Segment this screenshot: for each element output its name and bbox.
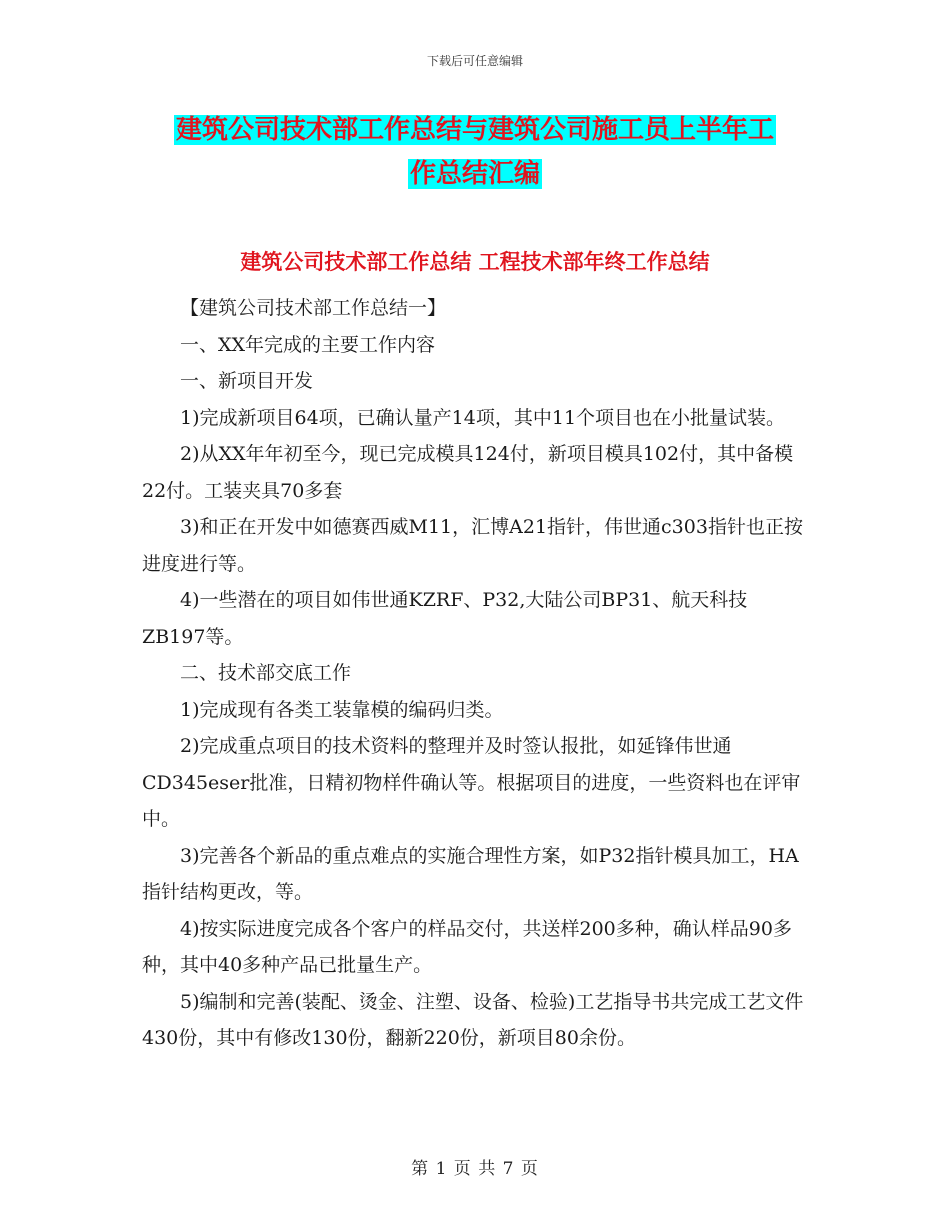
paragraph: 二、技术部交底工作 — [180, 662, 352, 684]
document-title-line-2-text: 作总结汇编 — [409, 159, 540, 189]
paragraph: 1)完成新项目64项，已确认量产14项，其中11个项目也在小批量试装。 — [180, 406, 786, 429]
paragraph: 3)和正在开发中如德赛西威M11，汇博A21指针，伟世通c303指针也正按进度进行等。 — [142, 516, 803, 575]
paragraph: 3)完善各个新品的重点难点的实施合理性方案，如P32指针模具加工，HA指针结构更改，等。 — [142, 844, 799, 903]
section-subtitle: 建筑公司技术部工作总结 工程技术部年终工作总结 — [240, 250, 710, 274]
page-number: 第 1 页 共 7 页 — [411, 1159, 539, 1179]
paragraph: 一、新项目开发 — [180, 370, 314, 392]
paragraph: 4)一些潜在的项目如伟世通KZRF、P32,大陆公司BP31、航天科技ZB197等。 — [142, 589, 748, 648]
paragraph: 5)编制和完善(装配、烫金、注塑、设备、检验)工艺指导书共完成工艺文件430份，其中有修改130份，翻新220份，新项目80余份。 — [142, 990, 804, 1049]
document-title-line-2 — [0, 148, 950, 200]
paragraph: 4)按实际进度完成各个客户的样品交付，共送样200多种，确认样品90多种，其中40多种产品已批量生产。 — [142, 917, 792, 976]
paragraph: 1)完成现有各类工装靠模的编码归类。 — [180, 698, 504, 721]
document-body — [142, 290, 810, 1057]
paragraph: 【建筑公司技术部工作总结一】 — [180, 297, 447, 319]
page-header-note: 下载后可任意编辑 — [426, 54, 523, 68]
paragraph: 一、XX年完成的主要工作内容 — [180, 333, 436, 356]
paragraph: 2)完成重点项目的技术资料的整理并及时签认报批，如延锋伟世通CD345eser批准，日精初物样件确认等。根据项目的进度，一些资料也在评审中。 — [142, 735, 801, 830]
paragraph: 2)从XX年年初至今，现已完成模具124付，新项目模具102付，其中备模22付。工装夹具70多套 — [142, 443, 794, 502]
document-title-line-1-text: 建筑公司技术部工作总结与建筑公司施工员上半年工 — [175, 115, 774, 145]
